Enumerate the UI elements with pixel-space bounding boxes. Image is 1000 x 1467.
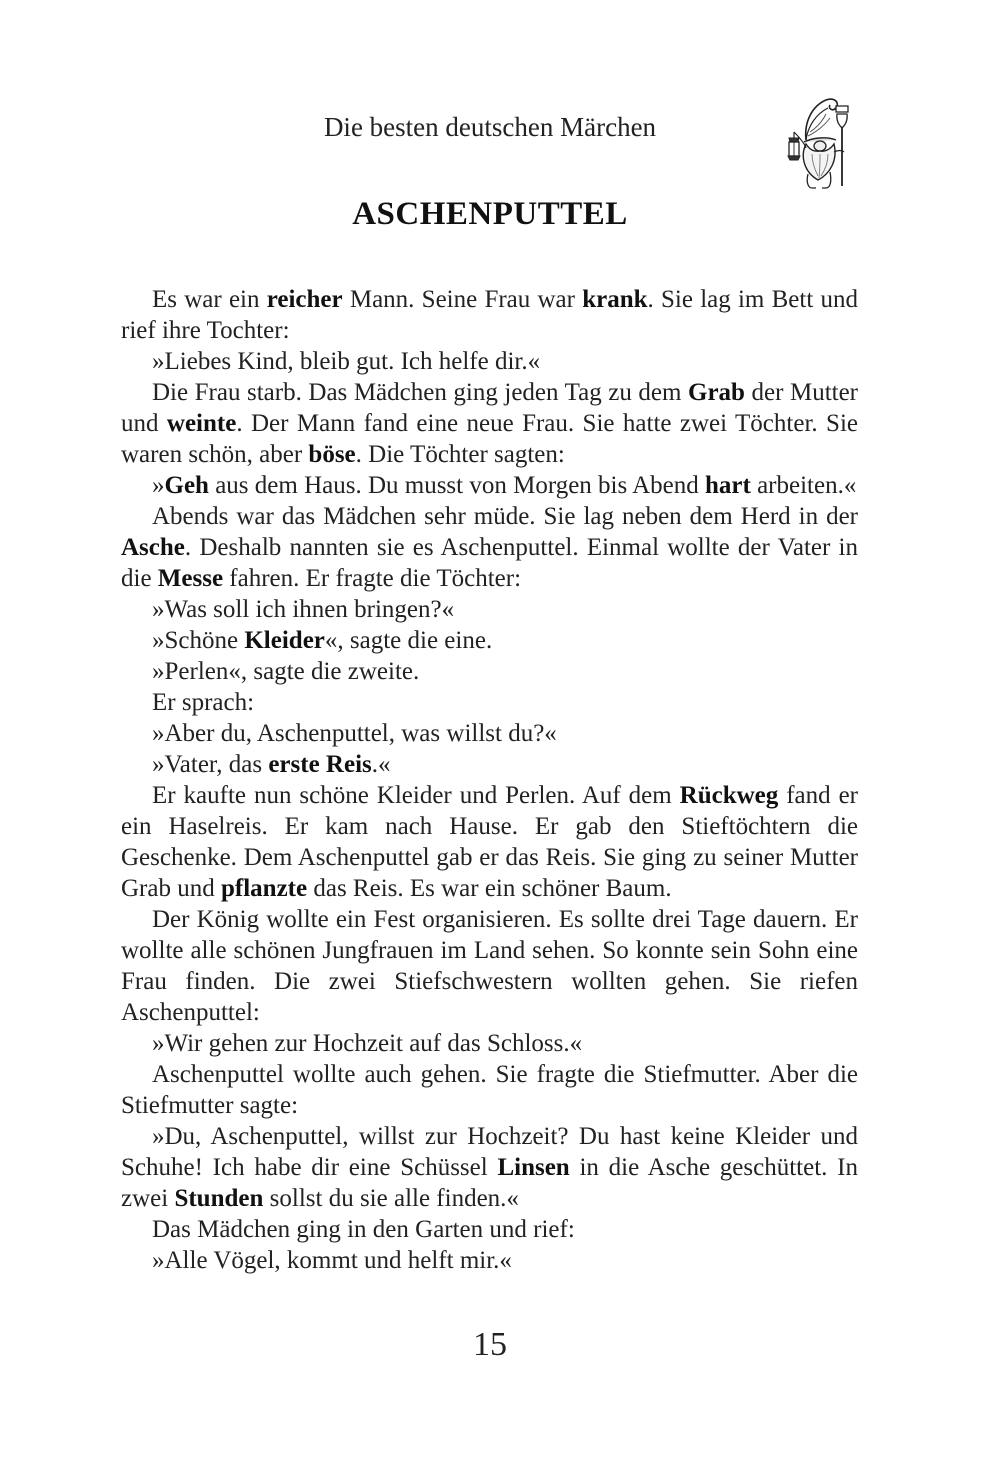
bold-vocabulary-word: Linsen	[497, 1154, 570, 1181]
text-run: .«	[371, 751, 391, 778]
text-run: . Der Mann fand eine neue Frau. Sie hatte zwei Töchter. Sie waren schön, aber	[121, 410, 858, 468]
text-run: »Aber du, Aschenputtel, was willst du?«	[152, 720, 557, 747]
bold-vocabulary-word: Rückweg	[679, 782, 779, 809]
bold-vocabulary-word: Messe	[157, 565, 224, 592]
paragraph	[121, 1214, 858, 1245]
text-run: aus dem Haus. Du musst von Morgen bis Abend	[208, 472, 705, 499]
bold-vocabulary-word: weinte	[166, 410, 237, 437]
bold-vocabulary-word: hart	[705, 472, 751, 499]
text-run: Die Frau starb. Das Mädchen ging jeden Tag zu dem	[152, 379, 688, 406]
bold-vocabulary-word: pflanzte	[220, 875, 308, 902]
paragraph	[121, 718, 858, 749]
bold-vocabulary-word: böse	[308, 441, 356, 468]
text-run: Abends war das Mädchen sehr müde. Sie lag neben dem Herd in der	[152, 503, 858, 530]
paragraph	[121, 284, 858, 346]
paragraph	[121, 656, 858, 687]
text-run: Er kaufte nun schöne Kleider und Perlen. Auf dem	[152, 782, 680, 809]
text-run: sollst du sie alle finden.«	[263, 1185, 519, 1212]
gnome-with-lantern-and-shovel-icon	[778, 92, 862, 192]
bold-vocabulary-word: reicher	[266, 286, 343, 313]
text-run: »	[152, 472, 165, 499]
text-run: . Deshalb nannten sie es Aschenputtel. Einmal wollte der Vater in die	[121, 534, 858, 592]
text-run: fahren. Er fragte die Töchter:	[223, 565, 522, 592]
paragraph	[121, 749, 858, 780]
paragraph	[121, 625, 858, 656]
text-run: Aschenputtel wollte auch gehen. Sie fragte die Stiefmutter. Aber die Stiefmutter sagte:	[121, 1061, 858, 1119]
paragraph	[121, 1121, 858, 1214]
bold-vocabulary-word: Stunden	[174, 1185, 264, 1212]
text-run: Der König wollte ein Fest organisieren. Es sollte drei Tage dauern. Er wollte alle schönen Jungfrauen im Land sehen. So konnte sein Sohn eine Frau finden. Die zwei Stiefschwestern wollten gehen. Sie riefen Aschenputtel:	[121, 906, 858, 1026]
bold-vocabulary-word: Asche	[121, 534, 185, 561]
text-run: fand er ein Haselreis. Er kam nach Hause. Er gab den Stieftöchtern die Geschenke. Dem Aschenputtel gab er das Reis. Sie ging zu seiner Mutter Grab und	[121, 782, 859, 902]
paragraph	[121, 1028, 858, 1059]
text-run: »Alle Vögel, kommt und helft mir.«	[152, 1247, 512, 1274]
text-run: arbeiten.«	[750, 472, 857, 499]
story-body	[121, 284, 858, 1276]
page-number: 15	[473, 1326, 507, 1363]
bold-vocabulary-word: Geh	[164, 472, 209, 499]
text-run: Es war ein	[152, 286, 267, 313]
bold-vocabulary-word: erste Reis	[268, 751, 372, 778]
bold-vocabulary-word: Kleider	[244, 627, 325, 654]
text-run: . Die Töchter sagten:	[355, 441, 565, 468]
bold-vocabulary-word: krank	[582, 286, 648, 313]
text-run: »Liebes Kind, bleib gut. Ich helfe dir.«	[152, 348, 541, 375]
text-run: Er sprach:	[152, 689, 255, 716]
text-run: in die Asche geschüttet. In zwei	[121, 1154, 858, 1212]
text-run: »Du, Aschenputtel, willst zur Hochzeit? Du hast keine Kleider und Schuhe! Ich habe dir eine Schüssel	[121, 1123, 858, 1181]
text-run: der Mutter und	[121, 379, 859, 437]
text-run: . Sie lag im Bett und rief ihre Tochter:	[121, 286, 858, 344]
text-run: das Reis. Es war ein schöner Baum.	[307, 875, 672, 902]
paragraph	[121, 501, 858, 594]
text-run: »Perlen«, sagte die zweite.	[152, 658, 420, 685]
text-run: »Was soll ich ihnen bringen?«	[152, 596, 455, 623]
paragraph	[121, 1245, 858, 1276]
paragraph	[121, 904, 858, 1028]
paragraph	[121, 594, 858, 625]
text-run: »Wir gehen zur Hochzeit auf das Schloss.«	[152, 1030, 583, 1057]
text-run: «, sagte die eine.	[324, 627, 493, 654]
running-header: Die besten deutschen Märchen	[323, 112, 657, 142]
paragraph	[121, 687, 858, 718]
text-run: Mann. Seine Frau war	[342, 286, 583, 313]
bold-vocabulary-word: Grab	[688, 379, 745, 406]
text-run: »Vater, das	[152, 751, 269, 778]
paragraph	[121, 346, 858, 377]
paragraph	[121, 470, 858, 501]
text-run: »Schöne	[152, 627, 245, 654]
paragraph	[121, 377, 858, 470]
paragraph	[121, 780, 858, 904]
text-run: Das Mädchen ging in den Garten und rief:	[152, 1216, 575, 1243]
story-title: ASCHENPUTTEL	[352, 196, 628, 232]
paragraph	[121, 1059, 858, 1121]
